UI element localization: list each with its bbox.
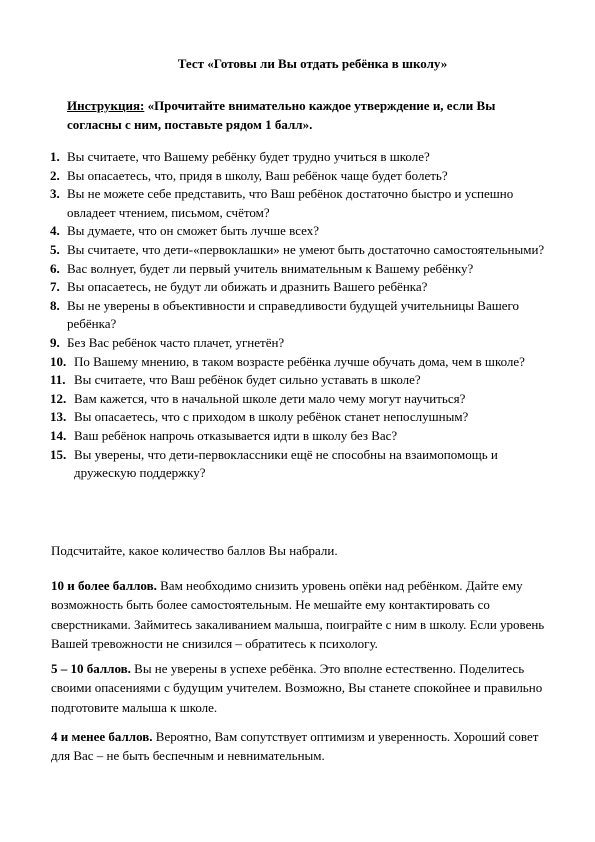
question-number: 6. [50,260,60,276]
question-text: Вы не уверены в объективности и справедливости будущей учительницы Вашего ребёнка? [67,297,520,332]
question-number: 8. [50,297,60,313]
question-item [50,278,550,297]
question-item [50,241,550,260]
question-text: Вам кажется, что в начальной школе дети мало чему могут научиться? [74,390,466,406]
result-text: Вам необходимо снизить уровень опёки над ребёнком. Дайте ему возможность быть более самостоятельным. Не мешайте ему контактировать со сверстниками. Займитесь закаливанием малыша, поиграйте с ним в школу. Если уровень Вашей тревожности не снизился – обратитесь к психологу. [51,578,545,651]
question-item [50,222,550,241]
question-item [50,371,550,390]
question-number: 7. [50,279,60,295]
question-text: Вы считаете, что Ваш ребёнок будет сильно уставать в школе? [74,372,421,388]
question-number: 2. [50,167,60,183]
question-number: 10. [50,353,67,369]
question-number: 1. [50,149,60,164]
question-text: Вы уверены, что дети-первоклассники ещё не способны на взаимопомощь и дружескую поддержку? [74,446,498,481]
question-item [50,297,550,334]
result-block [51,659,551,717]
question-item [50,148,550,167]
instruction-text: «Прочитайте внимательно каждое утверждение и, если Вы согласны с ним, поставьте рядом 1 балл». [67,98,496,132]
question-number: 3. [50,186,60,202]
question-number: 4. [50,223,60,239]
question-item [50,427,550,446]
question-text: Вы считаете, что дети-«первоклашки» не умеют быть достаточно самостоятельными? [67,241,545,257]
question-list [50,148,550,483]
question-item [50,353,550,372]
result-range: 4 и менее баллов. [51,729,153,744]
instruction [67,96,537,134]
question-text: Вы опасаетесь, не будут ли обижать и дразнить Вашего ребёнка? [67,279,428,295]
question-number: 5. [50,241,60,257]
result-text: Вероятно, Вам сопутствует оптимизм и уверенность. Хороший совет для Вас – не быть беспечным и невнимательным. [51,729,539,764]
question-item [50,334,550,353]
question-item [50,185,550,222]
question-number: 12. [50,390,67,406]
question-number: 14. [50,427,67,443]
question-number: 11. [50,372,66,388]
result-text: Вы не уверены в успехе ребёнка. Это вполне естественно. Поделитесь своими опасениями с будущим учителем. Возможно, Вы станете спокойнее и правильно подготовите малыша к школе. [51,661,543,715]
question-text: Вы думаете, что он сможет быть лучше всех? [67,223,320,239]
result-block [51,727,551,766]
question-number: 9. [50,334,60,350]
count-prompt: Подсчитайте, какое количество баллов Вы набрали. [51,543,338,558]
result-range: 10 и более баллов. [51,578,157,593]
instruction-label: Инструкция: [67,98,145,113]
question-number: 15. [50,446,67,462]
question-text: Вы считаете, что Вашему ребёнку будет трудно учиться в школе? [67,149,430,164]
question-item [50,390,550,409]
question-number: 13. [50,409,67,425]
question-text: Без Вас ребёнок часто плачет, угнетён? [67,334,285,350]
result-block [51,576,551,653]
question-item [50,260,550,279]
question-text: Вас волнует, будет ли первый учитель внимательным к Вашему ребёнку? [67,260,474,276]
result-range: 5 – 10 баллов. [51,661,131,676]
page-title: Тест «Готовы ли Вы отдать ребёнка в школу» [177,56,448,71]
question-text: Вы не можете себе представить, что Ваш ребёнок достаточно быстро и успешно овладеет чтением, письмом, счётом? [67,186,514,220]
question-item [50,167,550,186]
question-text: Ваш ребёнок напрочь отказывается идти в школу без Вас? [74,427,398,443]
question-text: Вы опасаетесь, что, придя в школу, Ваш ребёнок чаще будет болеть? [67,167,448,183]
question-item [50,446,550,483]
question-text: Вы опасаетесь, что с приходом в школу ребёнок станет непослушным? [74,409,469,425]
question-item [50,408,550,427]
question-text: По Вашему мнению, в таком возрасте ребёнка лучше обучать дома, чем в школе? [74,353,525,369]
